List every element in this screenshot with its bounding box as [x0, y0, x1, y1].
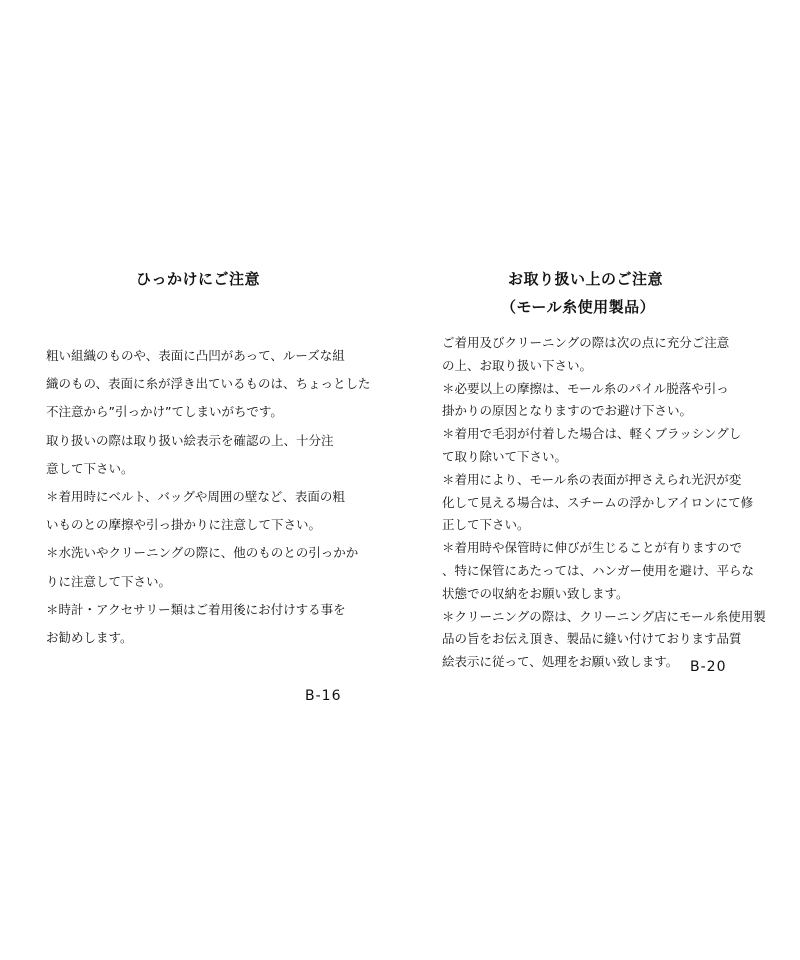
- body-line: 不注意から”引っかけ”てしまいがちです。: [46, 404, 283, 420]
- body-line: ＊着用で毛羽が付着した場合は、軽くブラッシングし: [442, 426, 742, 442]
- body-line: ご着用及びクリーニングの際は次の点に充分ご注意: [442, 335, 730, 350]
- body-line: 取り扱いの際は取り扱い絵表示を確認の上、十分注: [46, 432, 334, 448]
- snag-warning-title: ひっかけにご注意: [136, 270, 261, 288]
- body-line: 化して見える場合は、スチームの浮かしアイロンにて修: [442, 494, 754, 510]
- body-line: ＊着用時にベルト、バッグや周囲の壁など、表面の粗: [46, 489, 345, 505]
- body-line: ＊着用により、モール糸の表面が押さえられ光沢が変: [442, 471, 742, 487]
- body-line: ＊着用時や保管時に伸びが生じることが有りますので: [442, 540, 743, 556]
- body-line: の上、お取り扱い下さい。: [442, 357, 593, 373]
- body-line: ＊必要以上の摩擦は、モール糸のパイル脱落や引っ: [442, 380, 729, 396]
- body-line: りに注意して下さい。: [46, 573, 172, 589]
- handling-subtitle: （モール糸使用製品）: [501, 298, 656, 316]
- body-line: 粗い組織のものや、表面に凸凹があって、ルーズな組: [46, 348, 345, 363]
- handling-body: [442, 332, 766, 674]
- body-line: お勧めします。: [46, 630, 133, 646]
- body-line: 絵表示に従って、処理をお願い致します。: [442, 654, 679, 670]
- body-line: 状態での収納をお願い致します。: [442, 585, 629, 601]
- body-line: 、特に保管にあたっては、ハンガー使用を避け、平らな: [442, 562, 755, 578]
- body-line: 品の旨をお伝え頂き、製品に縫い付けております品質: [442, 631, 742, 647]
- body-line: 正して下さい。: [442, 517, 530, 533]
- page-code: B-16: [305, 688, 342, 704]
- care-card-chenille-handling: [400, 0, 800, 960]
- body-line: ＊時計・アクセサリー類はご着用後にお付けする事を: [46, 601, 346, 617]
- body-line: ＊クリーニングの際は、クリーニング店にモール糸使用製: [442, 608, 766, 624]
- body-line: て取り除いて下さい。: [442, 448, 568, 464]
- handling-title: お取り扱い上のご注意: [508, 270, 664, 288]
- snag-warning-body: [46, 342, 371, 652]
- body-line: 織のもの、表面に糸が浮き出ているものは、ちょっとした: [46, 376, 371, 392]
- body-line: ＊水洗いやクリーニングの際に、他のものとの引っかか: [46, 545, 359, 561]
- body-line: いものとの摩擦や引っ掛かりに注意して下さい。: [46, 517, 322, 533]
- page-code: B-20: [690, 659, 727, 675]
- body-line: 意して下さい。: [46, 460, 134, 476]
- body-line: 掛かりの原因となりますのでお避け下さい。: [442, 403, 693, 419]
